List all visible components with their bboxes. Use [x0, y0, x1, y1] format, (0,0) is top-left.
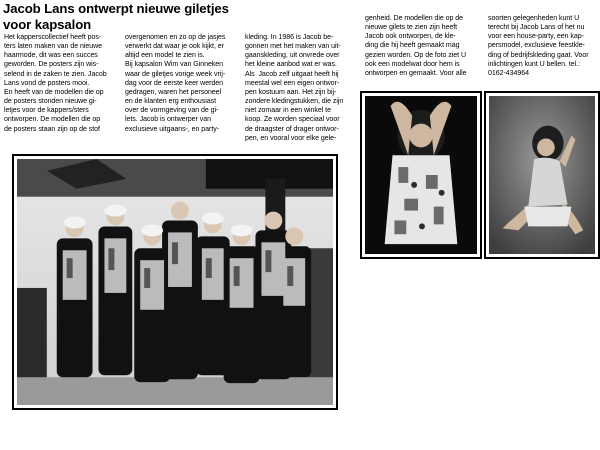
body-text-line: Het kapperscollectief heeft pos- [4, 34, 102, 41]
body-text-line: geworden. De posters zijn wis- [4, 61, 99, 69]
body-text-line: gedragen, waren het personeel [125, 88, 222, 96]
body-text-line: genheid. De modellen die op de [365, 15, 464, 22]
body-text-line: niet zomaar in een winkel te [245, 107, 331, 115]
body-text-line: pen kostuum aan. Het zijn bij- [245, 88, 337, 96]
model-photo-left [360, 91, 482, 259]
body-text-line: koop. Ze worden speciaal voor [245, 116, 340, 124]
model-photo-left-image [365, 96, 477, 254]
body-text-line: de posters stonden nieuwe gi- [4, 98, 97, 106]
article-headline [3, 1, 243, 33]
body-text-line: Bij kapsalon Wim van Ginneken [125, 61, 224, 69]
body-text-line: kleding. In 1986 is Jacob be- [245, 34, 334, 41]
body-text-line: lets. Jacob is ontwerper van [125, 116, 211, 124]
body-column-1 [4, 33, 122, 134]
body-text-line: voor een house-party, een kap- [488, 33, 584, 41]
body-text-line: en de klanten erg enthousiast [125, 98, 217, 106]
body-text-line: verwerkt dat waar je ook kijkt, er [125, 43, 224, 51]
body-text-line: En heeft van de modellen die op [4, 88, 104, 96]
body-text-line: pen, en vooral voor elke gele- [245, 134, 337, 142]
body-column-4 [365, 14, 485, 78]
body-text-line: over de vormgeving van de gi- [125, 107, 219, 115]
body-text-line: de posters staan zijn op de stof [4, 125, 100, 133]
body-text-line: selend in de zaken te zien. Jacob [4, 70, 107, 78]
headline-line-1: Jacob Lans ontwerpt nieuwe giletjes [3, 1, 229, 16]
body-column-2 [125, 33, 243, 134]
body-text-line: terecht bij Jacob Lans of het nu [488, 24, 585, 32]
body-text-line: 0162-434964 [488, 69, 529, 77]
body-column-3 [245, 33, 361, 143]
body-text-line: persmodel, exclusieve feestkle- [488, 42, 585, 50]
body-text-line: dag voor de eerste keer werden [125, 79, 223, 87]
body-text-line: Als Jacob zelf uitgaat heeft hij [245, 70, 339, 78]
body-text-line: inlichtingen kunt U bellen. tel.: [488, 60, 580, 68]
body-text-line: gaanskleding, uit onvrede over [245, 52, 340, 60]
body-text-line: ontworpen en gemaakt. Voor alle [365, 69, 467, 77]
body-text-line: ontworpen. De modellen die op [4, 116, 101, 124]
model-photo-right [484, 91, 600, 259]
body-text-line: ook een modelwat door hem is [365, 60, 460, 68]
body-text-line: nieuwe gilets te zien zijn heeft [365, 24, 458, 32]
body-text-line: ding die hij heeft gemaakt mag [365, 42, 460, 50]
body-text-line: waar de giletjes vorige week vrij- [125, 70, 226, 78]
body-text-line: exclusieve uitgaans-, en party- [125, 125, 220, 133]
body-text-line: ding of bedrijfskleding gaat. Voor [488, 51, 589, 59]
body-text-line: letjes voor de kappers/sters [4, 107, 89, 115]
body-text-line: het kleine aanbod wat er was. [245, 61, 337, 69]
body-text-line: de draagster of drager ontwor- [245, 125, 339, 133]
group-photo-image [17, 159, 333, 405]
headline-line-2: voor kapsalon [3, 17, 92, 32]
body-column-5 [488, 14, 598, 78]
body-text-line: zondere kledingstukken, die zijn [245, 98, 344, 106]
body-text-line: gonnen met het maken van uit- [245, 43, 341, 51]
body-text-line: overgenomen en zo op de jasjes [125, 34, 226, 41]
body-text-line: Lans vond de posters mooi. [4, 79, 90, 87]
body-text-line: soorten gelegenheden kunt U [488, 15, 580, 22]
body-text-line: Jacob ook ontworpen, de kle- [365, 33, 456, 41]
body-text-line: haarmode, dit was een succes [4, 52, 98, 60]
model-photo-right-image [489, 96, 595, 254]
group-photo [12, 154, 338, 410]
body-text-line: gezien worden. Op de foto ziet U [365, 51, 467, 59]
body-text-line: ters laten maken van de nieuwe [4, 43, 102, 51]
body-text-line: altijd een model te zien is. [125, 52, 205, 60]
body-text-line: meestal wel een eigen ontwor- [245, 79, 340, 87]
